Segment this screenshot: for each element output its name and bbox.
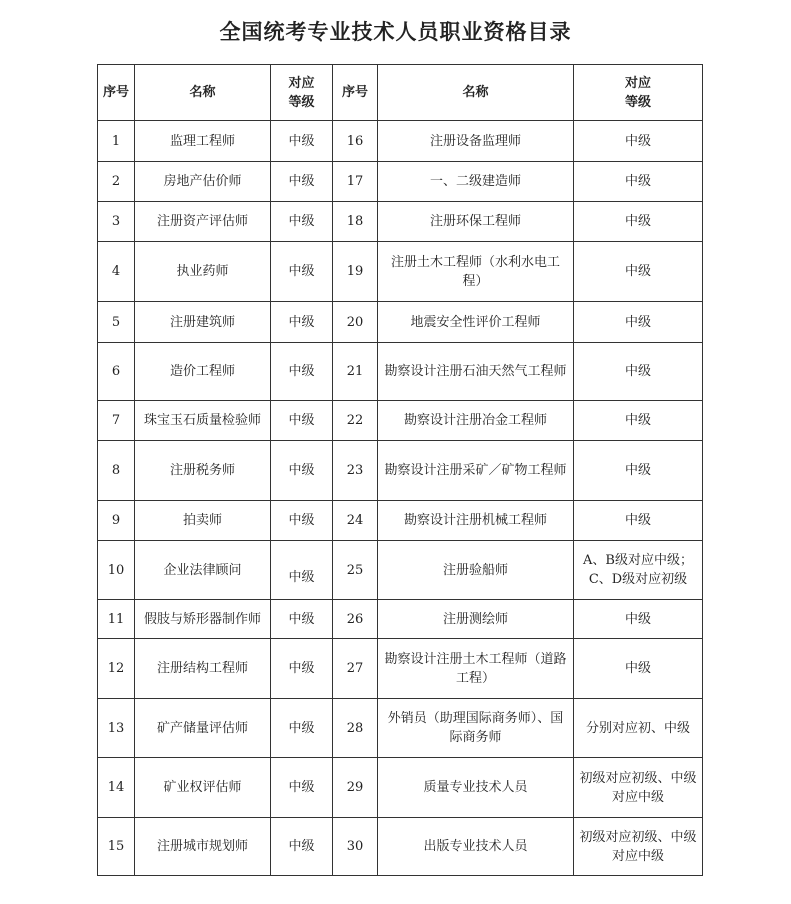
- row-no: 1: [98, 121, 135, 162]
- table-row: [98, 818, 703, 876]
- row-level: 中级: [271, 162, 333, 202]
- row-level: 中级: [271, 441, 333, 501]
- row-name: 造价工程师: [135, 343, 271, 401]
- row-no: 24: [333, 501, 378, 541]
- table-row: [98, 162, 703, 202]
- row-level: 中级: [271, 121, 333, 162]
- row-no: 30: [333, 818, 378, 876]
- row-name: 注册资产评估师: [135, 202, 271, 242]
- row-name: 勘察设计注册土木工程师（道路工程）: [378, 639, 574, 699]
- row-name: 拍卖师: [135, 501, 271, 541]
- row-no: 13: [98, 699, 135, 758]
- row-name: 出版专业技术人员: [378, 818, 574, 876]
- row-no: 10: [98, 541, 135, 600]
- row-no: 8: [98, 441, 135, 501]
- row-name: 矿业权评估师: [135, 758, 271, 818]
- row-no: 25: [333, 541, 378, 600]
- row-no: 17: [333, 162, 378, 202]
- row-name: 注册建筑师: [135, 302, 271, 343]
- row-level: 中级: [574, 242, 703, 302]
- row-no: 27: [333, 639, 378, 699]
- row-name: 注册验船师: [378, 541, 574, 600]
- row-name: 勘察设计注册机械工程师: [378, 501, 574, 541]
- table-row: [98, 639, 703, 699]
- table-row: [98, 600, 703, 639]
- row-name: 勘察设计注册石油天然气工程师: [378, 343, 574, 401]
- row-name: 企业法律顾问: [135, 541, 271, 600]
- row-no: 22: [333, 401, 378, 441]
- row-name: 勘察设计注册冶金工程师: [378, 401, 574, 441]
- row-no: 18: [333, 202, 378, 242]
- row-no: 3: [98, 202, 135, 242]
- row-level: 初级对应初级、中级对应中级: [574, 818, 703, 876]
- row-name: 假肢与矫形器制作师: [135, 600, 271, 639]
- header-level-left: 对应 等级: [271, 65, 333, 121]
- row-name: 地震安全性评价工程师: [378, 302, 574, 343]
- row-name: 注册设备监理师: [378, 121, 574, 162]
- row-name: 注册测绘师: [378, 600, 574, 639]
- row-no: 19: [333, 242, 378, 302]
- row-level: 中级: [271, 242, 333, 302]
- row-level: 中级: [271, 639, 333, 699]
- row-name: 注册土木工程师（水利水电工程）: [378, 242, 574, 302]
- table-row: [98, 121, 703, 162]
- row-no: 5: [98, 302, 135, 343]
- row-name: 注册结构工程师: [135, 639, 271, 699]
- row-level: 中级: [574, 401, 703, 441]
- row-name: 注册城市规划师: [135, 818, 271, 876]
- row-no: 4: [98, 242, 135, 302]
- row-no: 28: [333, 699, 378, 758]
- row-level: 中级: [574, 202, 703, 242]
- table-row: [98, 441, 703, 501]
- row-level: 初级对应初级、中级对应中级: [574, 758, 703, 818]
- row-level: 中级: [271, 401, 333, 441]
- row-no: 15: [98, 818, 135, 876]
- qualification-table: [97, 64, 703, 876]
- row-no: 7: [98, 401, 135, 441]
- row-name: 勘察设计注册采矿／矿物工程师: [378, 441, 574, 501]
- row-no: 2: [98, 162, 135, 202]
- table-row: [98, 343, 703, 401]
- row-no: 14: [98, 758, 135, 818]
- row-level: 中级: [574, 639, 703, 699]
- row-level: A、B级对应中级；C、D级对应初级: [574, 541, 703, 600]
- table-row: [98, 541, 703, 600]
- row-level: 中级: [271, 758, 333, 818]
- table-row: [98, 242, 703, 302]
- row-no: 11: [98, 600, 135, 639]
- row-no: 26: [333, 600, 378, 639]
- header-name-right: 名称: [378, 65, 574, 121]
- row-level: 中级: [271, 343, 333, 401]
- row-no: 16: [333, 121, 378, 162]
- header-level-right: 对应 等级: [574, 65, 703, 121]
- row-no: 9: [98, 501, 135, 541]
- row-name: 矿产储量评估师: [135, 699, 271, 758]
- row-level: 中级: [271, 600, 333, 639]
- table-row: [98, 202, 703, 242]
- row-no: 21: [333, 343, 378, 401]
- row-level: 中级: [574, 302, 703, 343]
- row-level: 分别对应初、中级: [574, 699, 703, 758]
- row-no: 12: [98, 639, 135, 699]
- page-title: 全国统考专业技术人员职业资格目录: [219, 20, 572, 44]
- row-level: 中级: [574, 343, 703, 401]
- row-no: 20: [333, 302, 378, 343]
- table-row: [98, 401, 703, 441]
- header-name-left: 名称: [135, 65, 271, 121]
- row-no: 29: [333, 758, 378, 818]
- row-name: 珠宝玉石质量检验师: [135, 401, 271, 441]
- row-name: 质量专业技术人员: [378, 758, 574, 818]
- row-name: 一、二级建造师: [378, 162, 574, 202]
- row-level: 中级: [574, 501, 703, 541]
- row-name: 外销员（助理国际商务师）、国际商务师: [378, 699, 574, 758]
- row-level: 中级: [271, 202, 333, 242]
- header-no-right: 序号: [333, 65, 378, 121]
- table-row: [98, 302, 703, 343]
- row-level: 中级: [574, 600, 703, 639]
- row-name: 监理工程师: [135, 121, 271, 162]
- row-level: 中级: [271, 818, 333, 876]
- row-name: 执业药师: [135, 242, 271, 302]
- row-level: 中级: [574, 162, 703, 202]
- row-level: 中级: [574, 441, 703, 501]
- table-row: [98, 501, 703, 541]
- row-level: 中级: [271, 501, 333, 541]
- row-no: 6: [98, 343, 135, 401]
- table-row: [98, 758, 703, 818]
- header-row: [98, 65, 703, 121]
- row-name: 注册环保工程师: [378, 202, 574, 242]
- table-row: [98, 699, 703, 758]
- row-name: 注册税务师: [135, 441, 271, 501]
- row-no: 23: [333, 441, 378, 501]
- row-name: 房地产估价师: [135, 162, 271, 202]
- header-no-left: 序号: [98, 65, 135, 121]
- row-level: 中级: [271, 699, 333, 758]
- row-level: 中级: [271, 541, 333, 600]
- row-level: 中级: [574, 121, 703, 162]
- row-level: 中级: [271, 302, 333, 343]
